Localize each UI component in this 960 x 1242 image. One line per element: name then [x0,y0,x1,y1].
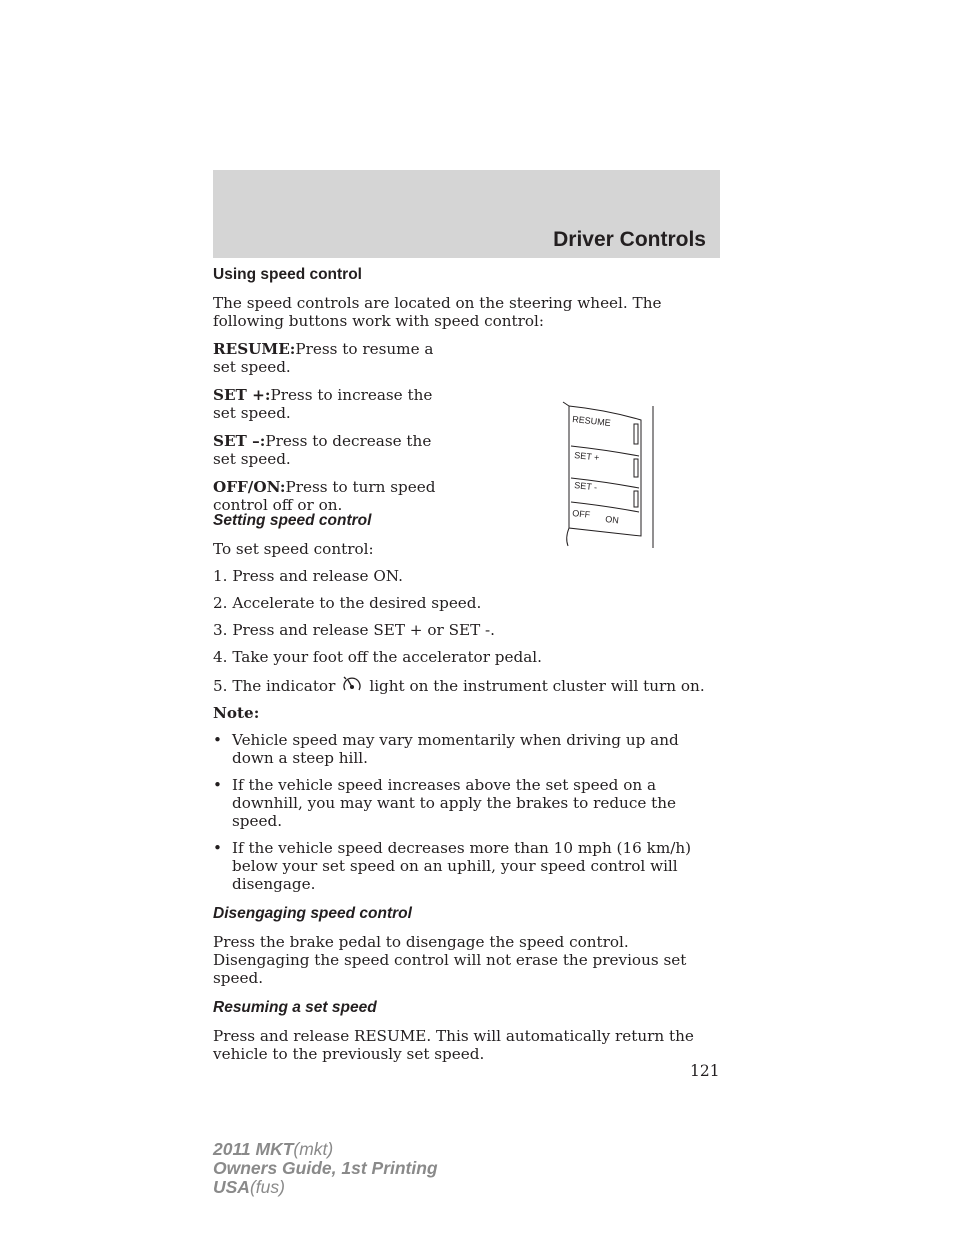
setting-intro: To set speed control: [213,540,374,558]
definition-set-plus [213,386,448,422]
note-item-3 [213,839,723,893]
footer-model: 2011 MKT [213,1139,294,1159]
footer-market-code: (fus) [249,1177,285,1197]
using-intro: The speed controls are located on the steering wheel. The following buttons work with speed control: [213,294,662,330]
off-button-label: OFF [571,508,591,520]
page-number: 121 [690,1062,720,1080]
definition-off-on [213,478,448,514]
set-minus-button-label: SET - [573,480,598,493]
note-item-2 [213,776,723,830]
setting-step-2: 2. Accelerate to the desired speed. [213,594,482,612]
step-5-text-start: 5. The indicator [213,677,336,695]
step-5-text-end: light on the instrument cluster will turn on. [369,677,705,695]
setting-step-1: 1. Press and release ON. [213,567,403,585]
section-header-band [213,170,720,258]
definition-term: OFF/ON: [213,478,286,496]
bullet-dot: • [213,731,222,749]
definition-set-minus [213,432,448,468]
definition-text: Press to turn speed control off or on. [213,478,436,514]
note-text: Vehicle speed may vary momentarily when driving up and down a steep hill. [232,731,679,767]
footer-line-1 [213,1140,438,1159]
setting-step-5 [213,675,723,695]
definition-term: RESUME: [213,340,296,358]
speedometer-icon [341,675,363,695]
resume-button-label: RESUME [571,414,612,429]
footer-line-2: Owners Guide, 1st Printing [213,1158,438,1178]
using-speed-control-heading: Using speed control [213,266,362,283]
bullet-dot: • [213,776,222,794]
footer-line-3 [213,1178,438,1197]
set-plus-button-label: SET + [573,450,600,463]
note-text: If the vehicle speed decreases more than 10 mph (16 km/h) below your set speed on an uphill, your speed control will disengage. [232,839,692,893]
definition-term: SET –: [213,432,266,450]
note-label: Note: [213,704,260,722]
note-text: If the vehicle speed increases above the set speed on a downhill, you may want to apply the brakes to reduce the speed. [232,776,677,830]
setting-step-3: 3. Press and release SET + or SET -. [213,621,495,639]
setting-step-4: 4. Take your foot off the accelerator pedal. [213,648,542,666]
print-footer [213,1140,438,1197]
page-content [213,266,723,1073]
footer-market: USA [213,1177,250,1197]
speed-control-switch-illustration [555,396,660,556]
resuming-heading: Resuming a set speed [213,999,377,1016]
definition-text: Press to increase the set speed. [213,386,433,422]
bullet-dot: • [213,839,222,857]
disengaging-heading: Disengaging speed control [213,905,412,922]
note-item-1 [213,731,723,767]
definition-text: Press to resume a set speed. [213,340,434,376]
resuming-text: Press and release RESUME. This will automatically return the vehicle to the previously set speed. [213,1027,694,1063]
definition-term: SET +: [213,386,271,404]
definition-text: Press to decrease the set speed. [213,432,432,468]
definition-resume [213,340,448,376]
disengaging-text: Press the brake pedal to disengage the speed control. Disengaging the speed control will not erase the previous set speed. [213,933,687,987]
on-button-label: ON [604,514,620,526]
button-definitions [213,340,448,514]
setting-speed-control-heading: Setting speed control [213,512,372,529]
footer-model-code: (mkt) [293,1139,334,1159]
section-title: Driver Controls [553,228,706,251]
